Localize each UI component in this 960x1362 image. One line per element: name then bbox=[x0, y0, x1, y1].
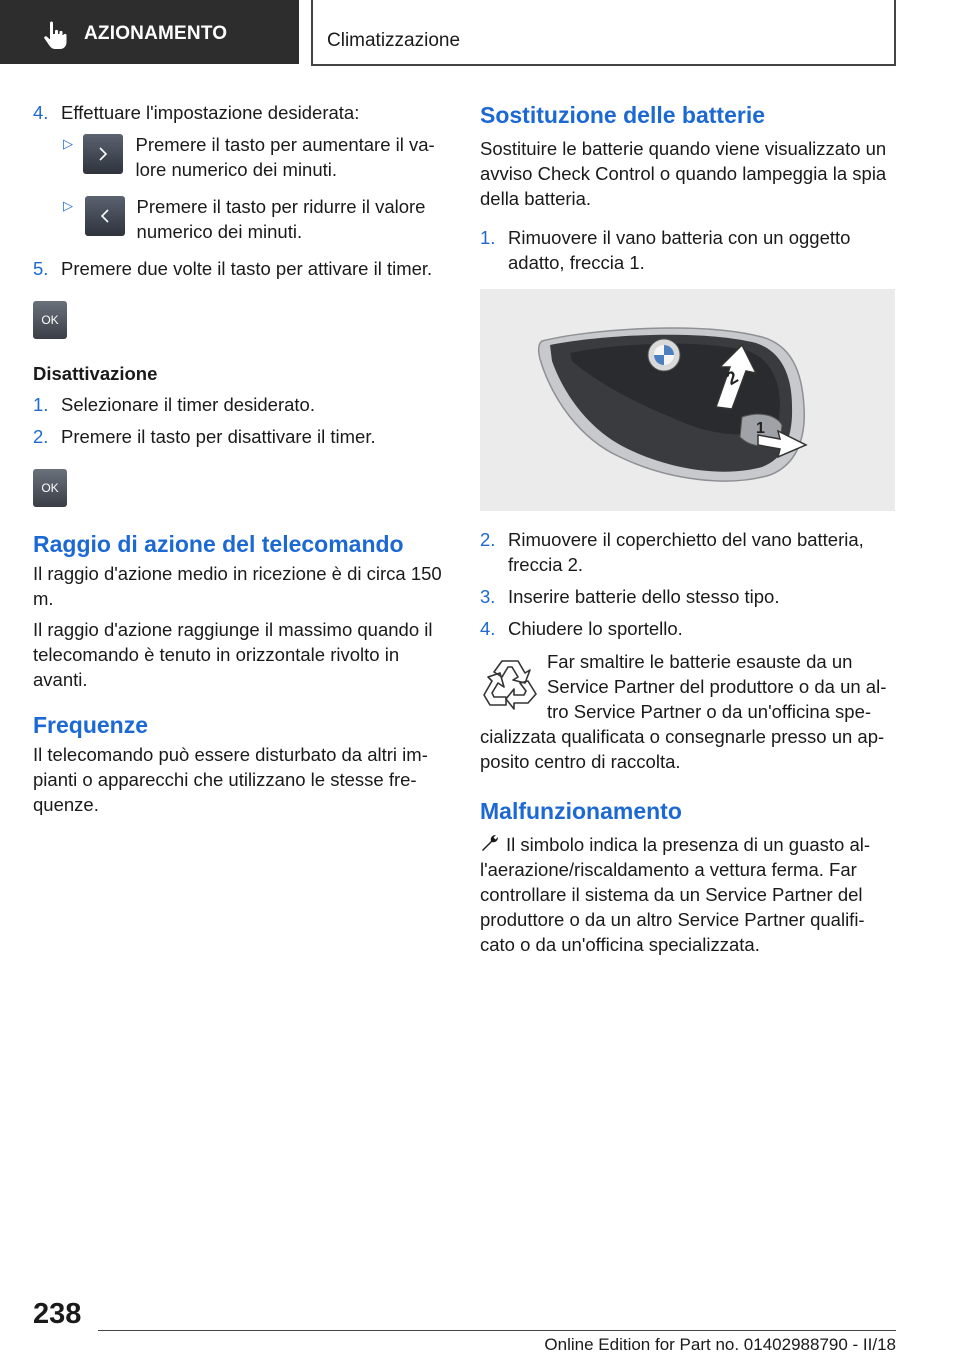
range-heading: Raggio di azione del telecomando bbox=[33, 531, 404, 557]
step-text: Selezionare il timer desiderato. bbox=[61, 394, 315, 415]
step-text: Premere due volte il tasto per attivare il timer. bbox=[61, 258, 433, 279]
recycle-icon bbox=[480, 653, 540, 713]
arrow-right-button-icon bbox=[83, 134, 123, 174]
step-4 bbox=[33, 100, 448, 125]
sub-step-increase bbox=[61, 132, 448, 182]
malfunction-heading: Malfunzionamento bbox=[480, 798, 682, 824]
page-number: 238 bbox=[33, 1298, 82, 1330]
deactivation-step-1 bbox=[33, 392, 448, 417]
topic-title: Climatizzazione bbox=[327, 30, 461, 51]
step-number: 1. bbox=[33, 394, 49, 415]
step-text: Inserire batterie dello stesso tipo. bbox=[508, 586, 780, 607]
ok-label: OK bbox=[41, 481, 59, 495]
step-number: 2. bbox=[33, 426, 49, 447]
ok-button-icon bbox=[33, 469, 67, 507]
step-text: Rimuovere il coperchietto del vano batteria, freccia 2. bbox=[508, 529, 864, 575]
malfunction-paragraph bbox=[480, 832, 896, 957]
step-text: Rimuovere il vano batteria con un oggetto adatto, freccia 1. bbox=[508, 227, 851, 273]
battery-step-1 bbox=[480, 225, 896, 275]
ok-label: OK bbox=[41, 313, 59, 327]
sub-step-text: Premere il tasto per aumentare il va-lore numerico dei minuti. bbox=[135, 134, 435, 180]
arrow-label-1: 1 bbox=[756, 420, 765, 437]
recycle-text: Far smaltire le batterie esauste da un Service Partner del produttore o da un al-tro Service Partner o da un'officina spe-cializzata qualificata o consegnarle presso un ap-posito centro di raccolta. bbox=[480, 651, 887, 772]
battery-step-3 bbox=[480, 584, 896, 609]
step-number: 1. bbox=[480, 227, 496, 248]
wrench-icon bbox=[480, 833, 500, 853]
hand-pointer-icon bbox=[36, 15, 76, 55]
sub-step-decrease bbox=[61, 194, 448, 244]
ok-button-icon bbox=[33, 301, 67, 339]
edition-text: Online Edition for Part no. 01402988790 - II/18 bbox=[544, 1335, 896, 1354]
deactivation-step-2 bbox=[33, 424, 448, 449]
frequency-heading: Frequenze bbox=[33, 712, 149, 738]
recycle-note bbox=[480, 649, 896, 774]
step-number: 2. bbox=[480, 529, 496, 550]
battery-intro: Sostituire le batterie quando viene visualizzato un avviso Check Control o quando lampeggia la spia della batteria. bbox=[480, 138, 887, 209]
step-text: Effettuare l'impostazione desiderata: bbox=[61, 102, 360, 123]
arrow-left-button-icon bbox=[85, 196, 125, 236]
section-tab bbox=[0, 0, 299, 64]
battery-heading: Sostituzione delle batterie bbox=[480, 102, 765, 128]
step-number: 4. bbox=[480, 618, 496, 639]
footer-divider bbox=[98, 1330, 896, 1331]
step-number: 4. bbox=[33, 102, 49, 123]
deactivation-title: Disattivazione bbox=[33, 363, 158, 384]
battery-step-2 bbox=[480, 527, 896, 577]
sub-step-text: Premere il tasto per ridurre il valore numerico dei minuti. bbox=[136, 196, 426, 242]
battery-step-4 bbox=[480, 616, 896, 641]
triangle-bullet-icon: ▷ bbox=[63, 136, 73, 151]
right-column bbox=[480, 100, 896, 963]
range-paragraph-2: Il raggio d'azione raggiunge il massimo quando il telecomando è tenuto in orizzontale rivolto in avanti. bbox=[33, 619, 433, 690]
step-number: 3. bbox=[480, 586, 496, 607]
section-title: AZIONAMENTO bbox=[84, 23, 228, 44]
step-5 bbox=[33, 256, 448, 281]
triangle-bullet-icon: ▷ bbox=[63, 198, 73, 213]
range-paragraph-1: Il raggio d'azione medio in ricezione è di circa 150 m. bbox=[33, 563, 442, 609]
step-text: Chiudere lo sportello. bbox=[508, 618, 683, 639]
key-battery-illustration bbox=[480, 289, 895, 511]
frequency-paragraph: Il telecomando può essere disturbato da altri im-pianti o apparecchi che utilizzano le stesse fre-quenze. bbox=[33, 744, 428, 815]
step-number: 5. bbox=[33, 258, 49, 279]
left-column bbox=[33, 100, 448, 823]
malfunction-text: Il simbolo indica la presenza di un guasto al-l'aerazione/riscaldamento a vettura ferma. Far controllare il sistema da un Service Partner del produttore o da un altro Service Partner qualifi-cato o da un'officina specializzata. bbox=[480, 834, 871, 955]
arrow-label-2: 2 bbox=[722, 366, 742, 389]
step-text: Premere il tasto per disattivare il timer. bbox=[61, 426, 376, 447]
car-key-illustration bbox=[480, 289, 895, 511]
topic-box bbox=[311, 0, 896, 66]
